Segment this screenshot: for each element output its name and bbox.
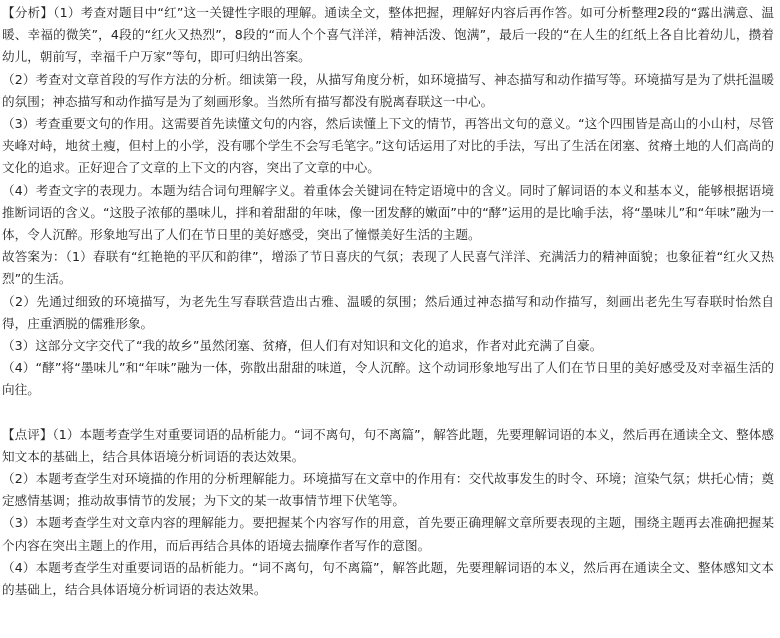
section-gap <box>2 402 774 424</box>
answer-section <box>2 246 774 401</box>
comment-paragraph-1: 【点评】（1）本题考查学生对重要词语的品析能力。“词不离句，句不离篇”，解答此题，先要理解词语的本义，然后再在通读全文、整体感知文本的基础上，结合具体语境分析词语的表达效果。 <box>2 426 774 464</box>
answer-paragraph-4: （4）“酵”将“墨味儿”和“年味”融为一体，弥散出甜甜的味道，令人沉醉。这个动词形象地写出了人们在节日里的美好感受及对幸福生活的向往。 <box>2 360 774 398</box>
analysis-section <box>2 2 774 246</box>
comment-paragraph-2: （2）本题考查学生对环境描的作用的分析理解能力。环境描写在文章中的作用有：交代故事发生的时令、环境；渲染气氛；烘托心情；奠定感情基调；推动故事情节的发展；为下文的某一故事情节埋下伏笔等。 <box>2 471 774 509</box>
answer-paragraph-1: 故答案为：（1）春联有“红艳艳的平仄和韵律”，增添了节日喜庆的气氛；表现了人民喜气洋洋、充满活力的精神面貌；也象征着“红火又热烈”的生活。 <box>2 249 774 287</box>
answer-paragraph-3: （3）这部分文字交代了“我的故乡”虽然闭塞、贫瘠，但人们有对知识和文化的追求，作者对此充满了自豪。 <box>2 338 603 354</box>
comment-paragraph-4: （4）本题考查学生对重要词语的品析能力。“词不离句，句不离篇”，解答此题，先要理解词语的本义，然后再在通读全文、整体感知文本的基础上，结合具体语境分析词语的表达效果。 <box>2 559 774 598</box>
analysis-paragraph-1: 【分析】（1）考查对题目中“红”这一关键性字眼的理解。通读全文，整体把握，理解好内容后再作答。如可分析整理2段的“露出满意、温暖、幸福的微笑”，4段的“红火又热烈”，8段的“而人个个喜气洋洋，精神活泼、饱满”，最后一段的“在人生的红纸上各自比着幼儿，攒着幼儿，朝前写，幸福千户万家”等句，即可归纳出答案。 <box>2 5 774 65</box>
analysis-paragraph-3: （3）考查重要文句的作用。这需要首先读懂文句的内容，然后读懂上下文的情节，再答出文句的意义。“这个四围皆是高山的小山村，尽管夹峰对峙，地贫土瘦，但村上的小学，没有哪个学生不会写毛笔字。”这句话运用了对比的手法，写出了生活在闭塞、贫瘠土地的人们高尚的文化的追求。正好迎合了文章的上下文的内容，突出了文章的中心。 <box>2 116 774 176</box>
analysis-paragraph-4: （4）考查文字的表现力。本题为结合词句理解字义。着重体会关键词在特定语境中的含义。同时了解词语的本义和基本义，能够根据语境推断词语的含义。“这股子浓郁的墨味儿，拌和着甜甜的年味，像一团发酵的嫩面”中的“酵”运用的是比喻手法，将“墨味儿”和“年味”融为一体，令人沉醉。形象地写出了人们在节日里的美好感受，突出了憧憬美好生活的主题。 <box>2 182 774 243</box>
comment-section <box>2 424 774 602</box>
comment-paragraph-3: （3）本题考查学生对文章内容的理解能力。要把握某个内容写作的用意，首先要正确理解文章所要表现的主题，围绕主题再去准确把握某个内容在突出主题上的作用，而后再结合具体的语境去揣摩作者写作的意图。 <box>2 515 774 553</box>
analysis-paragraph-2: （2）考查对文章首段的写作方法的分析。细读第一段，从描写角度分析，如环境描写、神态描写和动作描写等。环境描写是为了烘托温暖的氛围；神态描写和动作描写是为了刻画形象。当然所有描写都没有脱离春联这一中心。 <box>2 71 774 109</box>
answer-paragraph-2: （2）先通过细致的环境描写，为老先生写春联营造出古雅、温暖的氛围；然后通过神态描写和动作描写，刻画出老先生写春联时怡然自得，庄重洒脱的儒雅形象。 <box>2 293 774 331</box>
